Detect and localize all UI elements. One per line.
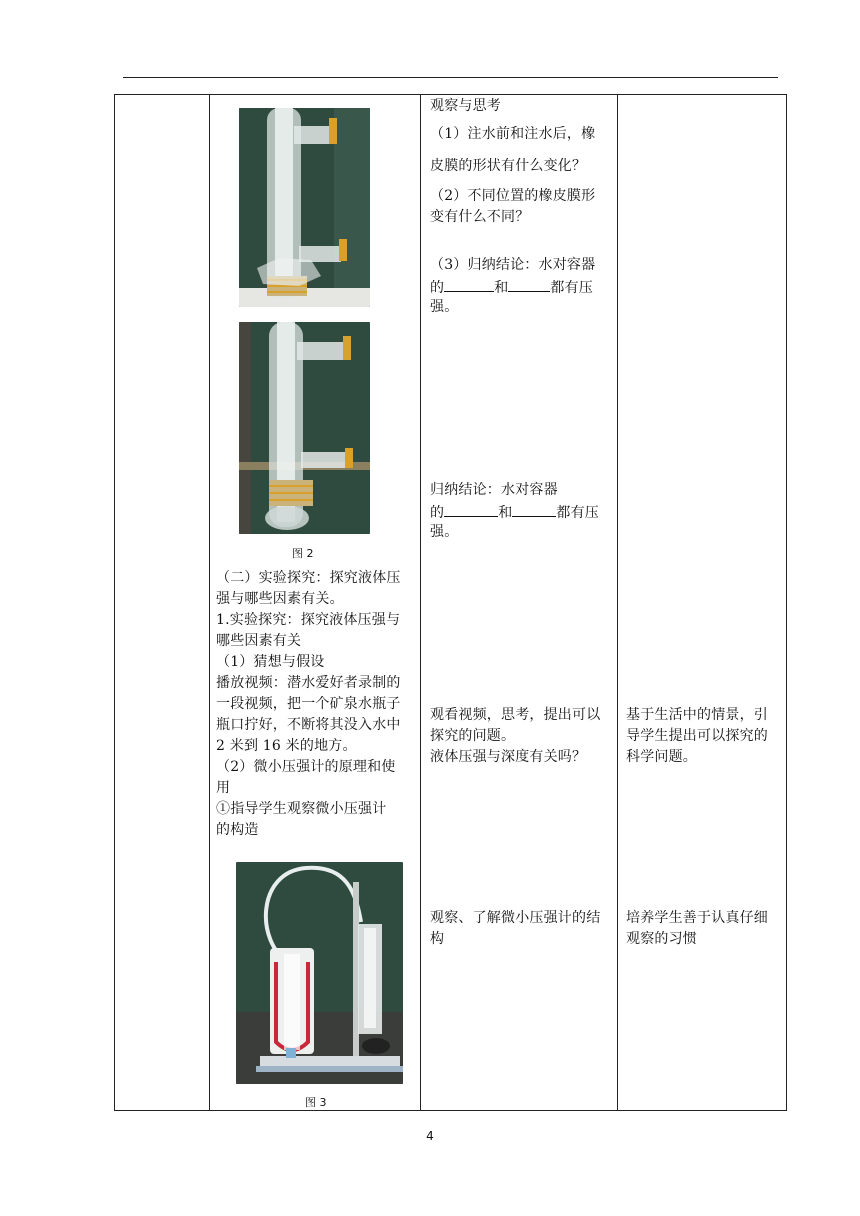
figure2-photo-before xyxy=(239,108,370,307)
table-row xyxy=(115,95,787,1111)
activity-line: 的构造 xyxy=(216,822,259,838)
question-3-line: （3）归纳结论：水对容器 xyxy=(430,257,596,273)
answer-blank[interactable] xyxy=(512,501,556,517)
teacher-activity-cell xyxy=(210,95,421,1111)
figure2-photo-after xyxy=(239,322,370,534)
intent-line: 基于生活中的情景，引 xyxy=(626,707,768,723)
activity-line: 播放视频：潜水爱好者录制的 xyxy=(216,675,401,691)
header-rule xyxy=(123,77,778,78)
student-activity-cell xyxy=(421,95,618,1111)
intent-line: 导学生提出可以探究的 xyxy=(626,728,768,744)
activity-line: 瓶口拧好，不断将其没入水中 xyxy=(216,717,401,733)
activity-line: 用 xyxy=(216,780,231,796)
lesson-table xyxy=(114,94,787,1111)
answer-blank[interactable] xyxy=(444,276,494,292)
activity-line: 哪些因素有关 xyxy=(216,633,302,649)
question-3-text: 都有压 xyxy=(550,280,594,296)
activity-line: （二）实验探究：探究液体压 xyxy=(216,570,401,586)
gauge-observe-line: 观察、了解微小压强计的结 xyxy=(430,910,601,926)
activity-line: 1.实验探究：探究液体压强与 xyxy=(216,612,401,628)
design-intent-cell xyxy=(618,95,787,1111)
figure3-caption: 图 3 xyxy=(305,1096,327,1109)
figure3-photo-pressure-gauge xyxy=(236,862,403,1084)
conclusion-text: 和 xyxy=(498,505,513,521)
stage-cell xyxy=(115,95,210,1111)
activity-line: 2 米到 16 米的地方。 xyxy=(216,738,357,754)
answer-blank[interactable] xyxy=(508,276,550,292)
conclusion-text: 的 xyxy=(430,505,445,521)
activity-line: ①指导学生观察微小压强计 xyxy=(216,801,387,817)
intent-line: 科学问题。 xyxy=(626,749,697,765)
observe-title: 观察与思考 xyxy=(430,98,501,114)
question-3-fill-line xyxy=(430,276,593,299)
activity-line: 一段视频，把一个矿泉水瓶子 xyxy=(216,696,401,712)
activity-line: （1）猜想与假设 xyxy=(216,654,325,670)
figure2-caption: 图 2 xyxy=(292,547,314,560)
answer-blank[interactable] xyxy=(444,501,498,517)
question-2-line: 变有什么不同？ xyxy=(430,209,530,225)
video-response-line: 液体压强与深度有关吗？ xyxy=(430,749,587,765)
conclusion-fill-line xyxy=(430,501,599,524)
page-number: 4 xyxy=(426,1129,434,1143)
intent-line: 观察的习惯 xyxy=(626,931,697,947)
question-1-line: （1）注水前和注水后，橡 xyxy=(430,126,596,142)
question-3-text: 的 xyxy=(430,280,445,296)
question-3-text: 和 xyxy=(494,280,509,296)
conclusion-text: 都有压 xyxy=(556,505,600,521)
gauge-observe-line: 构 xyxy=(430,931,445,947)
activity-line: 强与哪些因素有关。 xyxy=(216,591,344,607)
video-response-line: 探究的问题。 xyxy=(430,728,516,744)
video-response-line: 观看视频，思考，提出可以 xyxy=(430,707,601,723)
conclusion-line: 强。 xyxy=(430,524,459,540)
question-1-line: 皮膜的形状有什么变化？ xyxy=(430,158,587,174)
conclusion-line: 归纳结论：水对容器 xyxy=(430,482,558,498)
question-3-line: 强。 xyxy=(430,299,459,315)
intent-line: 培养学生善于认真仔细 xyxy=(626,910,768,926)
activity-line: （2）微小压强计的原理和使 xyxy=(216,759,396,775)
question-2-line: （2）不同位置的橡皮膜形 xyxy=(430,188,596,204)
activity-text xyxy=(216,568,420,841)
